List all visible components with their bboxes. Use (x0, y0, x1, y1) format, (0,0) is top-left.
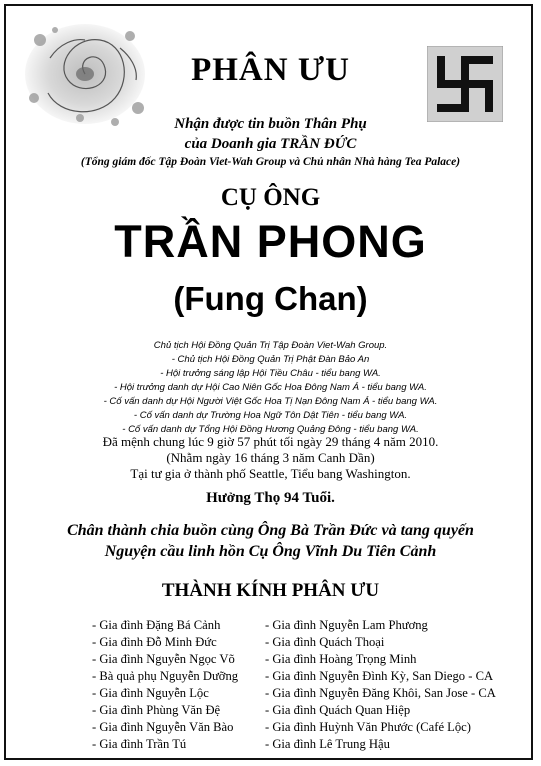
families-heading: THÀNH KÍNH PHÂN ƯU (161, 580, 380, 601)
death-date: Đã mệnh chung lúc 9 giờ 57 phút tối ngày 29 tháng 4 năm 2010. (102, 434, 439, 449)
title-line: - Cố vấn danh dự Trường Hoa Ngữ Tôn Dật Tiên - tiểu bang WA. (133, 410, 408, 421)
family-item: - Gia đình Nguyễn Đăng Khôi, San Jose - CA (265, 686, 496, 700)
deceased-prefix: CỤ ÔNG (220, 184, 321, 211)
family-item: - Gia đình Nguyễn Đình Kỳ, San Diego - CA (265, 669, 494, 683)
family-item: - Gia đình Trần Tú (92, 737, 187, 751)
family-item: - Gia đình Lê Trung Hậu (265, 737, 390, 751)
lunar-date: (Nhằm ngày 16 tháng 3 năm Canh Dần) (166, 450, 375, 465)
family-item: - Gia đình Đỗ Minh Đức (92, 635, 217, 649)
condolence-line-1: Chân thành chia buồn cùng Ông Bà Trần Đức và tang quyến (67, 522, 474, 539)
family-item: - Gia đình Hoàng Trọng Minh (265, 652, 417, 666)
notice-title: PHÂN ƯU (191, 52, 350, 88)
death-info (6, 434, 535, 482)
intro-line-2: của Doanh gia TRẦN ĐỨC (184, 136, 357, 152)
families-right-column (265, 617, 525, 753)
family-item: - Gia đình Nguyễn Lộc (92, 686, 209, 700)
death-place: Tại tư gia ở thành phố Seattle, Tiểu bang Washington. (130, 466, 411, 481)
family-item: - Gia đình Nguyễn Văn Bào (92, 720, 234, 734)
family-item: - Gia đình Huỳnh Văn Phước (Café Lộc) (265, 720, 471, 734)
family-item: - Gia đình Phùng Văn Đệ (92, 703, 221, 717)
title-line: Chủ tịch Hội Đồng Quản Trị Tập Đoàn Viet-Wah Group. (153, 340, 388, 351)
title-line: - Hội trưởng sáng lập Hội Tiều Châu - tiểu bang WA. (160, 368, 381, 379)
obituary-notice (4, 4, 533, 760)
deceased-name: TRẦN PHONG (114, 216, 427, 267)
family-item: - Bà quả phụ Nguyễn Dưỡng (92, 669, 239, 683)
intro-line-1: Nhận được tin buồn Thân Phụ (174, 116, 367, 132)
family-item: - Gia đình Quách Quan Hiệp (265, 703, 411, 717)
family-item: - Gia đình Quách Thoại (265, 635, 385, 649)
title-line: - Cố vấn danh dự Hội Người Việt Gốc Hoa Tị Nạn Đông Nam Á - tiểu bang WA. (103, 396, 438, 407)
intro-line-3: (Tổng giám đốc Tập Đoàn Viet-Wah Group và Chủ nhân Nhà hàng Tea Palace) (80, 156, 461, 168)
families-left-column (92, 617, 262, 753)
family-item: - Gia đình Đặng Bá Cảnh (92, 618, 221, 632)
family-item: - Gia đình Nguyễn Lam Phương (265, 618, 428, 632)
title-line: - Hội trưởng danh dự Hội Cao Niên Gốc Hoa Đông Nam Á - tiểu bang WA. (114, 382, 427, 393)
title-line: - Chủ tịch Hội Đồng Quản Trị Phật Đàn Bảo An (171, 354, 370, 365)
titles-list (6, 339, 535, 437)
title-line: - Cố vấn danh dự Tổng Hội Đồng Hương Quảng Đông - tiểu bang WA. (122, 424, 419, 435)
family-item: - Gia đình Nguyễn Ngọc Võ (92, 652, 235, 666)
condolence-line-2: Nguyện cầu linh hồn Cụ Ông Vĩnh Du Tiên Cảnh (104, 543, 437, 560)
age-line: Hưởng Thọ 94 Tuổi. (206, 490, 335, 506)
deceased-alias: (Fung Chan) (173, 280, 368, 317)
